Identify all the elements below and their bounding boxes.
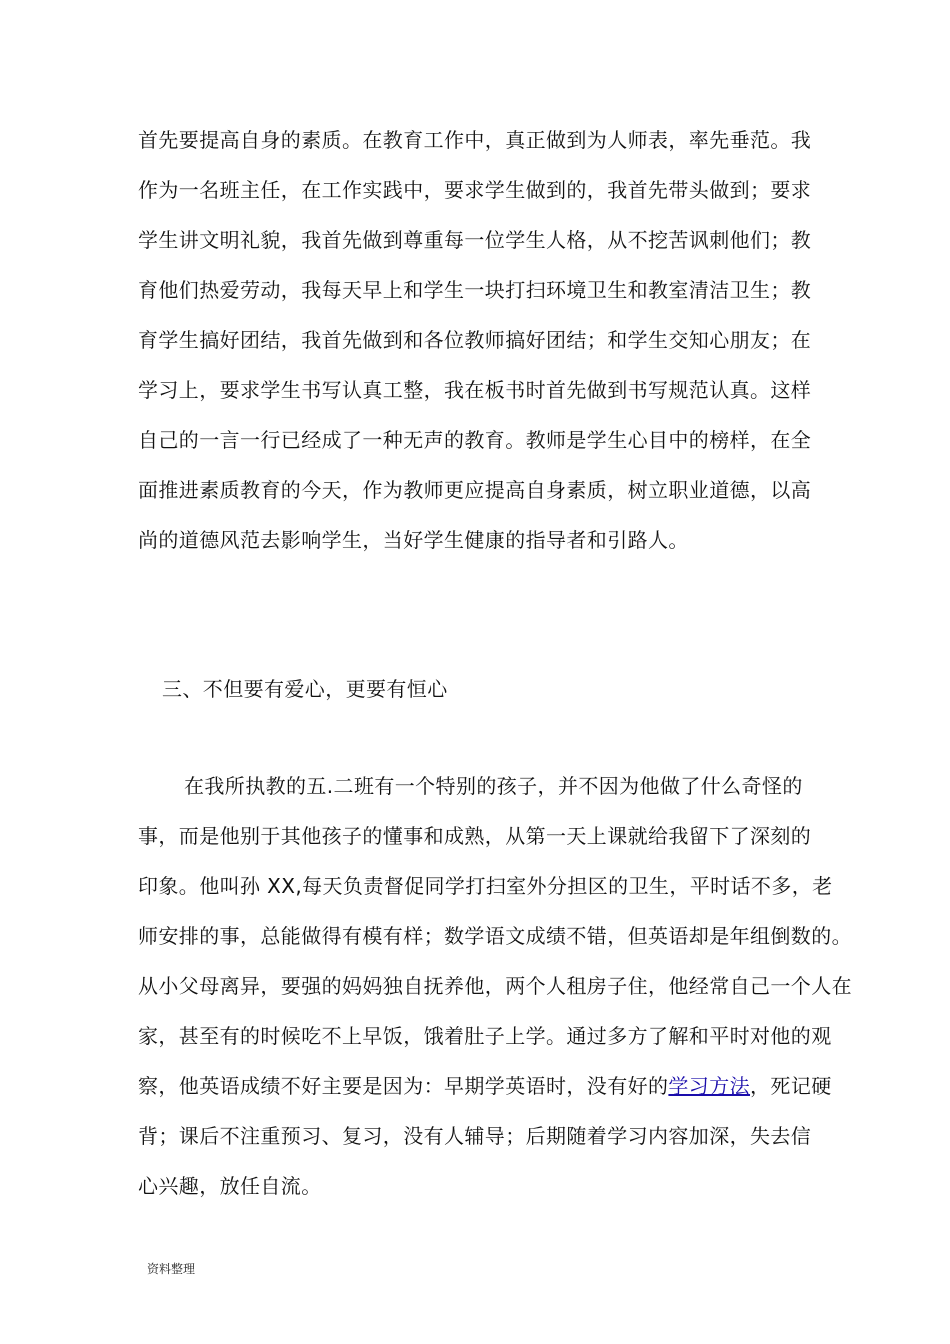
- text-line: 首先要提高自身的素质。在教育工作中，真正做到为人师表，率先垂范。我: [138, 128, 812, 152]
- text-line: 背；课后不注重预习、复习，没有人辅导；后期随着学习内容加深，失去信: [138, 1124, 812, 1148]
- text-line: 事，而是他别于其他孩子的懂事和成熟，从第一天上课就给我留下了深刻的: [138, 824, 812, 848]
- text-segment: ，死记硬: [750, 1074, 832, 1098]
- study-method-link[interactable]: 学习方法: [668, 1074, 751, 1098]
- text-line: 印象。他叫孙 XX,每天负责督促同学打扫室外分担区的卫生，平时话不多，老: [138, 874, 833, 898]
- text-line: 尚的道德风范去影响学生，当好学生健康的指导者和引路人。: [138, 528, 689, 552]
- text-line: 面推进素质教育的今天，作为教师更应提高自身素质，树立职业道德，以高: [138, 478, 812, 502]
- text-line: 从小父母离异，要强的妈妈独自抚养他，两个人租房子住，他经常自己一个人在: [138, 974, 852, 998]
- text-line: 作为一名班主任，在工作实践中，要求学生做到的，我首先带头做到；要求: [138, 178, 812, 202]
- text-line: 在我所执教的五.二班有一个特别的孩子，并不因为他做了什么奇怪的: [184, 774, 803, 798]
- section-heading: 三、不但要有爱心，更要有恒心: [162, 677, 448, 701]
- text-line: 学习上，要求学生书写认真工整，我在板书时首先做到书写规范认真。这样: [138, 378, 812, 402]
- text-segment: 察，他英语成绩不好主要是因为：早期学英语时，没有好的: [138, 1074, 669, 1098]
- text-line: 心兴趣，放任自流。: [138, 1174, 322, 1198]
- text-line: 家，甚至有的时候吃不上早饭，饿着肚子上学。通过多方了解和平时对他的观: [138, 1024, 832, 1048]
- text-line-with-link: [138, 1073, 832, 1099]
- text-line: 自己的一言一行已经成了一种无声的教育。教师是学生心目中的榜样，在全: [138, 428, 812, 452]
- footer-note: 资料整理: [147, 1262, 196, 1276]
- text-line: 育他们热爱劳动，我每天早上和学生一块打扫环境卫生和教室清洁卫生；教: [138, 278, 812, 302]
- text-line: 师安排的事，总能做得有模有样；数学语文成绩不错，但英语却是年组倒数的。: [138, 924, 852, 948]
- text-line: 育学生搞好团结，我首先做到和各位教师搞好团结；和学生交知心朋友；在: [138, 328, 812, 352]
- text-line: 学生讲文明礼貌，我首先做到尊重每一位学生人格，从不挖苦讽刺他们；教: [138, 228, 812, 252]
